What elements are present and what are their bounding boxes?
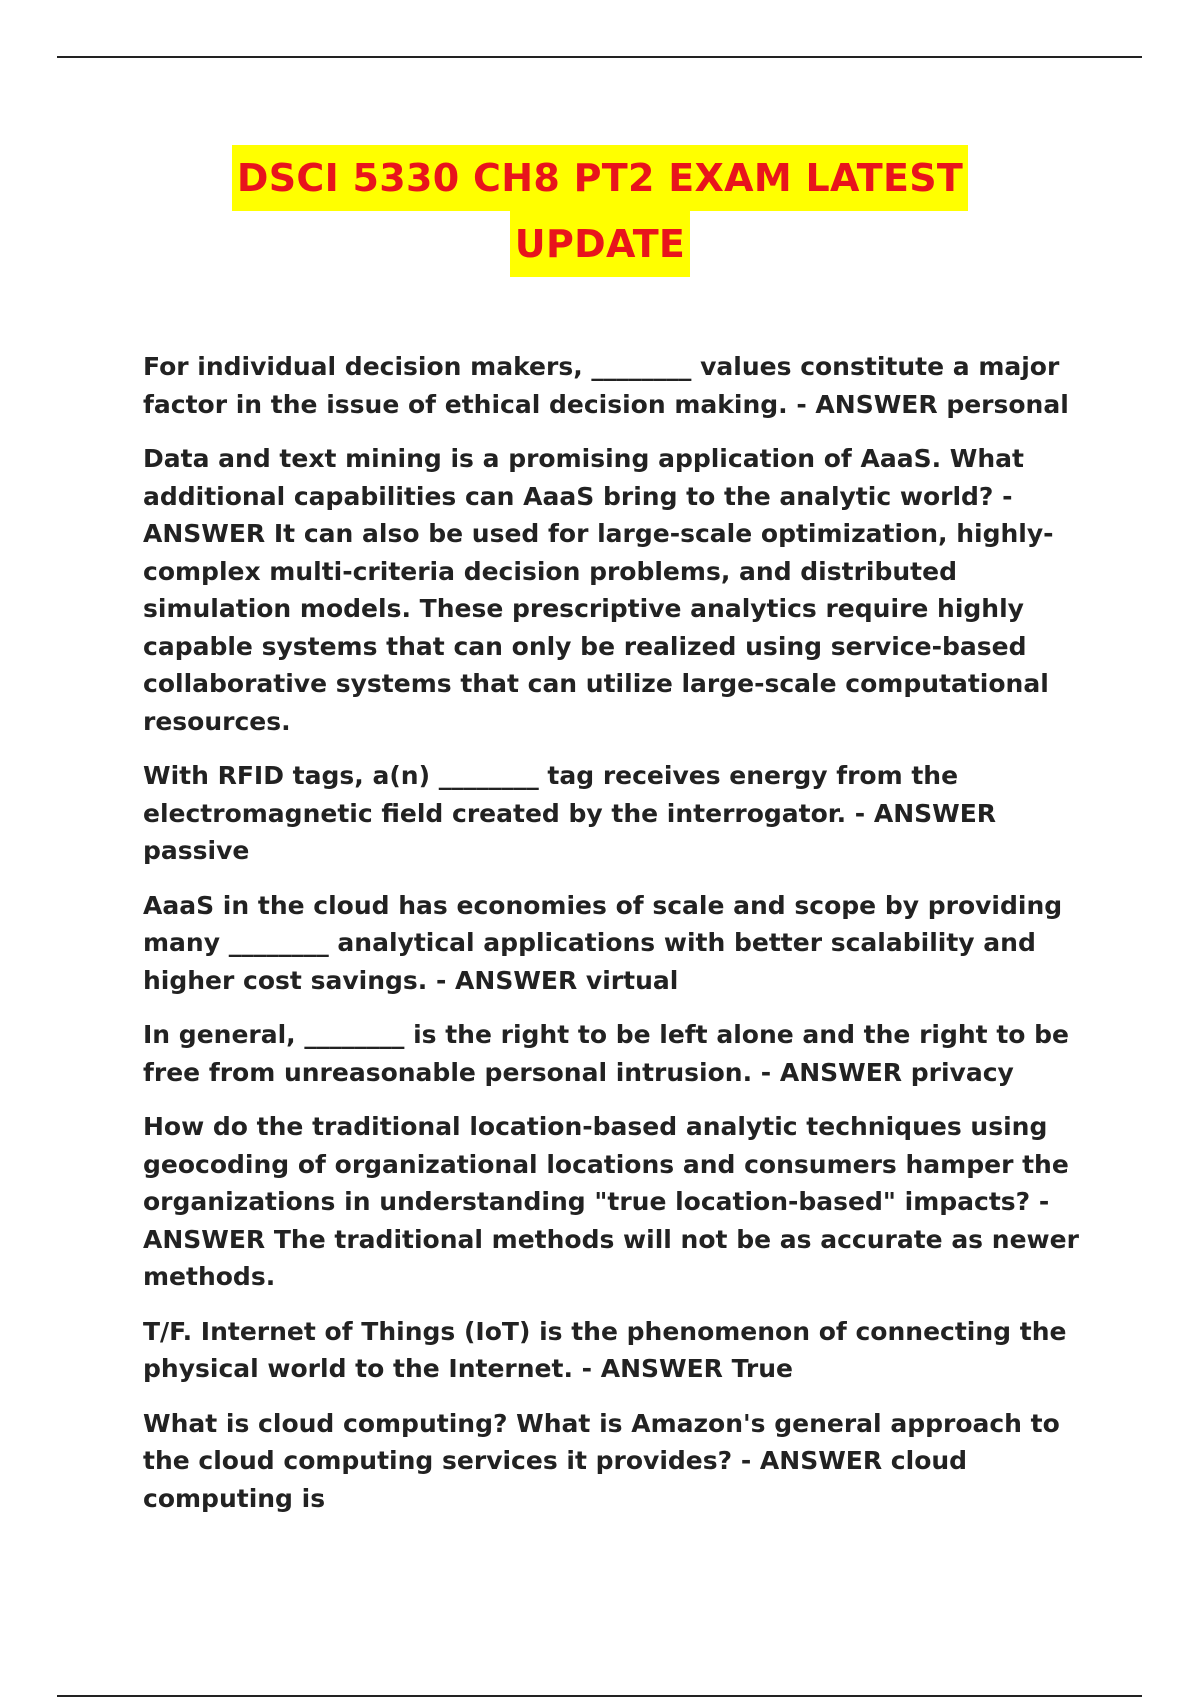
top-rule	[57, 56, 1142, 58]
qa-entry: AaaS in the cloud has economies of scale and scope by providing many ________ analytical applications with better scalability and higher cost savings. - ANSWER virtual	[143, 890, 1063, 995]
qa-entry: In general, ________ is the right to be left alone and the right to be free from unreasonable personal intrusion. - ANSWER privacy	[143, 1020, 1070, 1087]
bottom-rule	[57, 1695, 1142, 1697]
qa-entry: Data and text mining is a promising application of AaaS. What additional capabilities can AaaS bring to the analytic world? - ANSWER It can also be used for large-scale optimization, highly-complex multi-criteria decision problems, and distributed simulation models. These prescriptive analytics require highly capable systems that can only be realized using service-based collaborative systems that can utilize large-scale computational resources.	[143, 444, 1054, 736]
qa-entry: For individual decision makers, ________ values constitute a major factor in the issue of ethical decision making. - ANSWER personal	[143, 352, 1069, 419]
qa-entry: With RFID tags, a(n) ________ tag receives energy from the electromagnetic field created by the interrogator. - ANSWER passive	[143, 761, 997, 865]
qa-entry: T/F. Internet of Things (IoT) is the phenomenon of connecting the physical world to the Internet. - ANSWER True	[143, 1316, 1067, 1383]
qa-entry: What is cloud computing? What is Amazon's general approach to the cloud computing services it provides? - ANSWER cloud computing is	[143, 1408, 1060, 1513]
qa-entry: How do the traditional location-based analytic techniques using geocoding of organizational locations and consumers hamper the organizations in understanding "true location-based" impacts? - ANSWER The traditional methods will not be as accurate as newer methods.	[143, 1112, 1079, 1291]
qa-list	[143, 348, 1103, 1534]
title-line-2: UPDATE	[510, 211, 690, 277]
title-line-1: DSCI 5330 CH8 PT2 EXAM LATEST	[232, 145, 968, 211]
document-title	[0, 145, 1200, 277]
